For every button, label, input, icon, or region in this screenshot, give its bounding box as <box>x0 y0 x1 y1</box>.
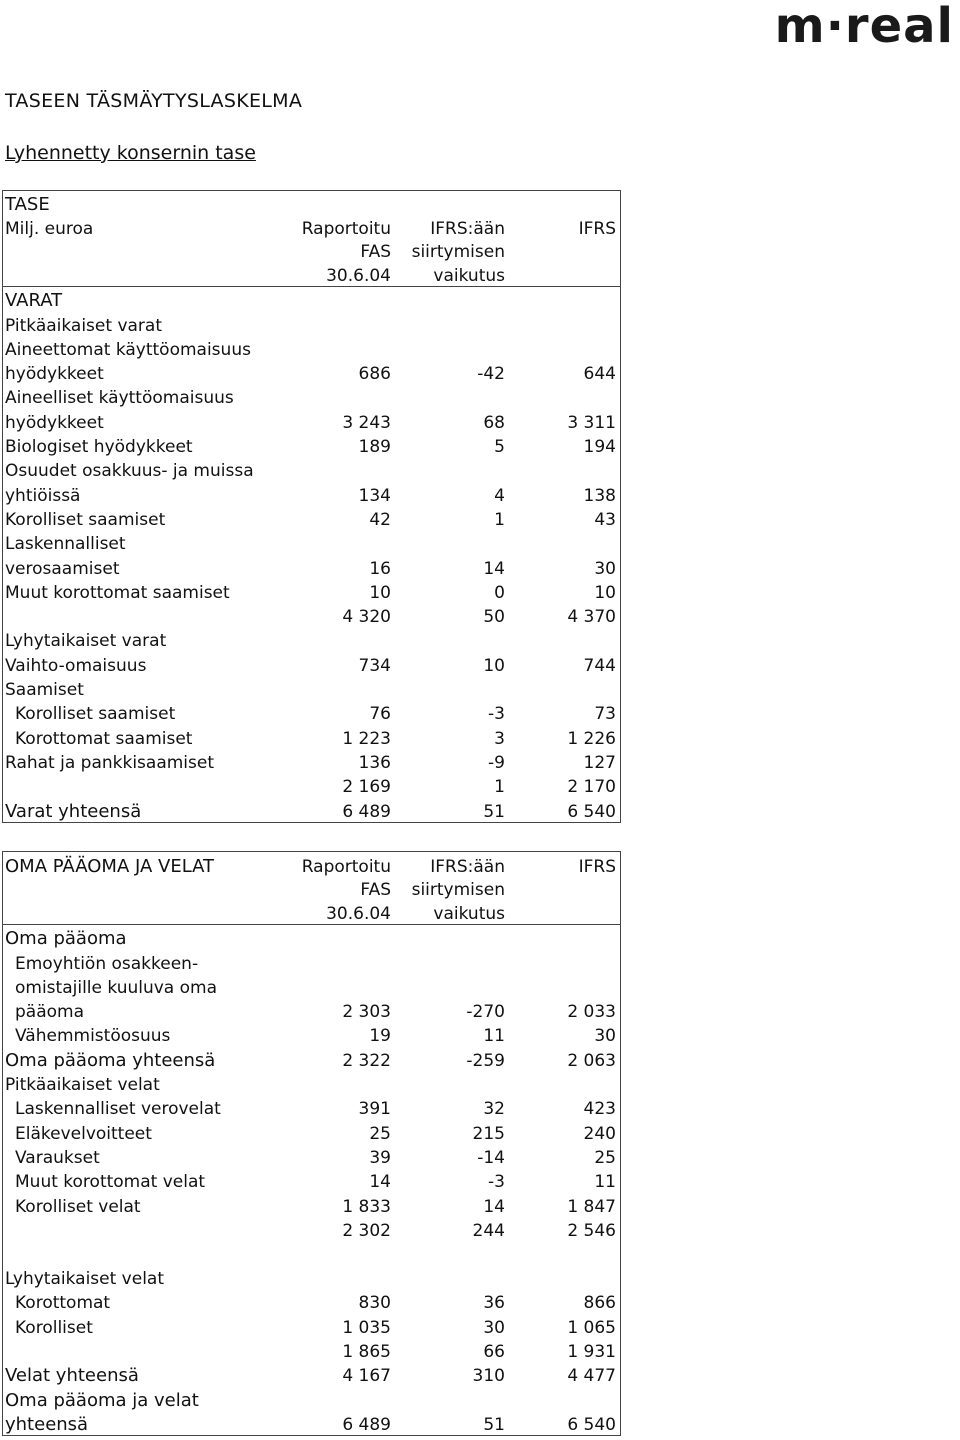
value-ifrs-effect: 1 <box>494 777 505 798</box>
value-ifrs-effect: 11 <box>483 1026 505 1047</box>
assets-header-row <box>3 215 620 239</box>
value-ifrs-effect: -42 <box>477 364 505 385</box>
table-row <box>3 773 620 797</box>
table-row <box>3 579 620 603</box>
row-label: Rahat ja pankkisaamiset <box>5 752 215 773</box>
value-ifrs-effect: 10 <box>483 655 505 676</box>
col-header: FAS <box>360 880 391 900</box>
value-ifrs: 138 <box>583 485 616 506</box>
value-ifrs: 30 <box>594 1026 616 1047</box>
col-header: IFRS <box>578 219 616 239</box>
value-fas: 189 <box>358 437 391 458</box>
value-fas: 734 <box>358 655 391 676</box>
company-logo: m·real <box>774 0 954 54</box>
value-ifrs-effect: 1 <box>494 509 505 530</box>
value-ifrs: 1 226 <box>567 728 616 749</box>
row-label: Korolliset <box>15 1317 93 1338</box>
table-row <box>3 311 620 335</box>
row-label: verosaamiset <box>5 558 120 579</box>
value-ifrs: 73 <box>594 704 616 725</box>
value-fas: 4 167 <box>342 1366 391 1387</box>
row-label: Vähemmistöosuus <box>15 1026 171 1047</box>
value-ifrs: 644 <box>583 364 616 385</box>
value-ifrs-effect: -270 <box>466 1002 505 1023</box>
table-row <box>3 360 620 384</box>
table-row <box>3 724 620 748</box>
row-label: pääoma <box>15 1002 85 1023</box>
col-header: Raportoitu <box>301 219 391 239</box>
equity-header-row <box>3 852 620 877</box>
table-row <box>3 1046 620 1070</box>
value-fas: 6 489 <box>342 801 391 822</box>
value-fas: 391 <box>358 1099 391 1120</box>
page-title: TASEEN TÄSMÄYTYSLASKELMA <box>5 90 303 112</box>
value-fas: 2 169 <box>342 777 391 798</box>
row-label: yhtiöissä <box>5 485 81 506</box>
assets-header-row <box>3 239 620 262</box>
value-ifrs: 4 477 <box>567 1366 616 1387</box>
value-ifrs-effect: 3 <box>494 728 505 749</box>
table-row <box>3 1241 620 1265</box>
row-label: Osuudet osakkuus- ja muissa <box>5 461 254 482</box>
value-fas: 25 <box>369 1123 391 1144</box>
table-row <box>3 1362 620 1386</box>
table-row <box>3 554 620 578</box>
value-ifrs-effect: 30 <box>483 1317 505 1338</box>
value-fas: 14 <box>369 1172 391 1193</box>
table-row <box>3 457 620 481</box>
row-label: Eläkevelvoitteet <box>15 1123 152 1144</box>
table-row <box>3 1119 620 1143</box>
value-ifrs-effect: 215 <box>472 1123 505 1144</box>
value-ifrs-effect: 310 <box>472 1366 505 1387</box>
table-row <box>3 1338 620 1362</box>
table-row <box>3 797 620 821</box>
assets-table <box>2 190 621 823</box>
table-row <box>3 1168 620 1192</box>
value-ifrs: 11 <box>594 1172 616 1193</box>
value-fas: 76 <box>369 704 391 725</box>
value-ifrs: 43 <box>594 509 616 530</box>
row-label: Laskennalliset <box>5 534 126 555</box>
table-row <box>3 651 620 675</box>
row-label: Korolliset saamiset <box>5 509 166 530</box>
equity-header-row <box>3 900 620 925</box>
table-row <box>3 287 620 311</box>
value-ifrs: 1 847 <box>567 1196 616 1217</box>
table-row <box>3 603 620 627</box>
value-ifrs: 240 <box>583 1123 616 1144</box>
value-ifrs-effect: -14 <box>477 1147 505 1168</box>
row-label: Muut korottomat saamiset <box>5 582 230 603</box>
row-label: Oma pääoma <box>5 928 127 950</box>
value-ifrs-effect: 244 <box>472 1220 505 1241</box>
value-fas: 4 320 <box>342 607 391 628</box>
col-header: IFRS <box>578 857 616 877</box>
value-ifrs-effect: 50 <box>483 607 505 628</box>
value-ifrs: 4 370 <box>567 607 616 628</box>
equity-header-row <box>3 877 620 900</box>
equity-heading: OMA PÄÄOMA JA VELAT <box>5 856 215 877</box>
value-ifrs: 2 170 <box>567 777 616 798</box>
table-row <box>3 1265 620 1289</box>
table-row <box>3 676 620 700</box>
row-label: hyödykkeet <box>5 364 104 385</box>
value-ifrs-effect: 36 <box>483 1293 505 1314</box>
table-row <box>3 1386 620 1410</box>
row-label: Lyhytaikaiset velat <box>5 1269 165 1290</box>
value-ifrs: 2 546 <box>567 1220 616 1241</box>
col-header: vaikutus <box>433 266 505 286</box>
table-row <box>3 1144 620 1168</box>
value-fas: 1 865 <box>342 1342 391 1363</box>
row-label: Vaihto-omaisuus <box>5 655 147 676</box>
col-header: siirtymisen <box>411 242 505 262</box>
assets-heading-1: TASE <box>5 194 50 215</box>
row-label: yhteensä <box>5 1413 89 1435</box>
value-ifrs: 423 <box>583 1099 616 1120</box>
row-label: Laskennalliset verovelat <box>15 1099 221 1120</box>
table-row <box>3 1313 620 1337</box>
row-label: Aineelliset käyttöomaisuus <box>5 388 234 409</box>
value-fas: 134 <box>358 485 391 506</box>
row-label: Varat yhteensä <box>5 800 142 822</box>
row-label: Velat yhteensä <box>5 1365 139 1387</box>
table-row <box>3 433 620 457</box>
assets-header-row <box>3 262 620 287</box>
row-label: VARAT <box>5 290 63 312</box>
table-row <box>3 506 620 530</box>
table-row <box>3 700 620 724</box>
value-ifrs: 25 <box>594 1147 616 1168</box>
value-ifrs-effect: 5 <box>494 437 505 458</box>
page-subtitle: Lyhennetty konsernin tase <box>5 142 256 164</box>
value-ifrs: 3 311 <box>567 412 616 433</box>
value-fas: 686 <box>358 364 391 385</box>
row-label: Aineettomat käyttöomaisuus <box>5 339 251 360</box>
table-row <box>3 1411 620 1435</box>
value-ifrs-effect: 4 <box>494 485 505 506</box>
assets-body <box>3 287 620 822</box>
col-header: 30.6.04 <box>326 904 391 924</box>
value-fas: 2 322 <box>342 1050 391 1071</box>
value-fas: 2 302 <box>342 1220 391 1241</box>
row-label: Lyhytaikaiset varat <box>5 631 167 652</box>
value-ifrs: 6 540 <box>567 801 616 822</box>
table-row <box>3 1022 620 1046</box>
assets-heading-2: Milj. euroa <box>5 219 94 239</box>
col-header: vaikutus <box>433 904 505 924</box>
row-label: Korolliset saamiset <box>15 704 176 725</box>
value-ifrs-effect: 0 <box>494 582 505 603</box>
value-fas: 2 303 <box>342 1002 391 1023</box>
value-ifrs-effect: 66 <box>483 1342 505 1363</box>
table-row <box>3 1192 620 1216</box>
value-fas: 3 243 <box>342 412 391 433</box>
value-ifrs: 194 <box>583 437 616 458</box>
value-ifrs: 30 <box>594 558 616 579</box>
row-label: Korolliset velat <box>15 1196 141 1217</box>
value-ifrs: 1 065 <box>567 1317 616 1338</box>
table-row <box>3 481 620 505</box>
value-ifrs-effect: 51 <box>483 801 505 822</box>
value-ifrs-effect: 14 <box>483 558 505 579</box>
table-row <box>3 1217 620 1241</box>
value-fas: 16 <box>369 558 391 579</box>
table-row <box>3 384 620 408</box>
value-ifrs-effect: 32 <box>483 1099 505 1120</box>
table-row <box>3 949 620 973</box>
table-row <box>3 998 620 1022</box>
col-header: IFRS:ään <box>430 857 505 877</box>
value-fas: 1 223 <box>342 728 391 749</box>
value-ifrs-effect: 14 <box>483 1196 505 1217</box>
value-ifrs: 6 540 <box>567 1414 616 1435</box>
table-row <box>3 408 620 432</box>
col-header: 30.6.04 <box>326 266 391 286</box>
value-ifrs-effect: -3 <box>488 1172 505 1193</box>
table-row <box>3 627 620 651</box>
value-ifrs: 10 <box>594 582 616 603</box>
value-ifrs: 127 <box>583 752 616 773</box>
col-header: IFRS:ään <box>430 219 505 239</box>
table-row <box>3 1289 620 1313</box>
row-label: Saamiset <box>5 680 84 701</box>
col-header: siirtymisen <box>411 880 505 900</box>
row-label: hyödykkeet <box>5 412 104 433</box>
row-label: Oma pääoma yhteensä <box>5 1049 216 1071</box>
value-ifrs: 866 <box>583 1293 616 1314</box>
table-row <box>3 925 620 949</box>
value-fas: 136 <box>358 752 391 773</box>
row-label: Varaukset <box>15 1147 100 1168</box>
value-ifrs: 1 931 <box>567 1342 616 1363</box>
col-header: Raportoitu <box>301 857 391 877</box>
row-label: Pitkäaikaiset velat <box>5 1075 160 1096</box>
value-fas: 19 <box>369 1026 391 1047</box>
equity-table <box>2 851 621 1436</box>
row-label: Korottomat saamiset <box>15 728 193 749</box>
table-row <box>3 336 620 360</box>
table-row <box>3 530 620 554</box>
row-label: Pitkäaikaiset varat <box>5 315 162 336</box>
value-fas: 39 <box>369 1147 391 1168</box>
row-label: Korottomat <box>15 1293 111 1314</box>
value-ifrs: 744 <box>583 655 616 676</box>
value-ifrs: 2 033 <box>567 1002 616 1023</box>
value-ifrs-effect: -259 <box>466 1050 505 1071</box>
value-ifrs-effect: -9 <box>488 752 505 773</box>
value-fas: 1 035 <box>342 1317 391 1338</box>
value-ifrs-effect: 68 <box>483 412 505 433</box>
row-label: Emoyhtiön osakkeen- <box>15 953 199 974</box>
value-fas: 830 <box>358 1293 391 1314</box>
value-fas: 6 489 <box>342 1414 391 1435</box>
table-row <box>3 1071 620 1095</box>
value-fas: 42 <box>369 509 391 530</box>
col-header: FAS <box>360 242 391 262</box>
value-ifrs: 2 063 <box>567 1050 616 1071</box>
table-row <box>3 1095 620 1119</box>
assets-heading-row <box>3 191 620 215</box>
equity-body <box>3 925 620 1435</box>
value-fas: 10 <box>369 582 391 603</box>
table-row <box>3 974 620 998</box>
value-fas: 1 833 <box>342 1196 391 1217</box>
value-ifrs-effect: -3 <box>488 704 505 725</box>
value-ifrs-effect: 51 <box>483 1414 505 1435</box>
row-label: omistajille kuuluva oma <box>15 977 218 998</box>
row-label: Oma pääoma ja velat <box>5 1389 199 1411</box>
row-label: Biologiset hyödykkeet <box>5 437 193 458</box>
row-label: Muut korottomat velat <box>15 1172 206 1193</box>
table-row <box>3 749 620 773</box>
